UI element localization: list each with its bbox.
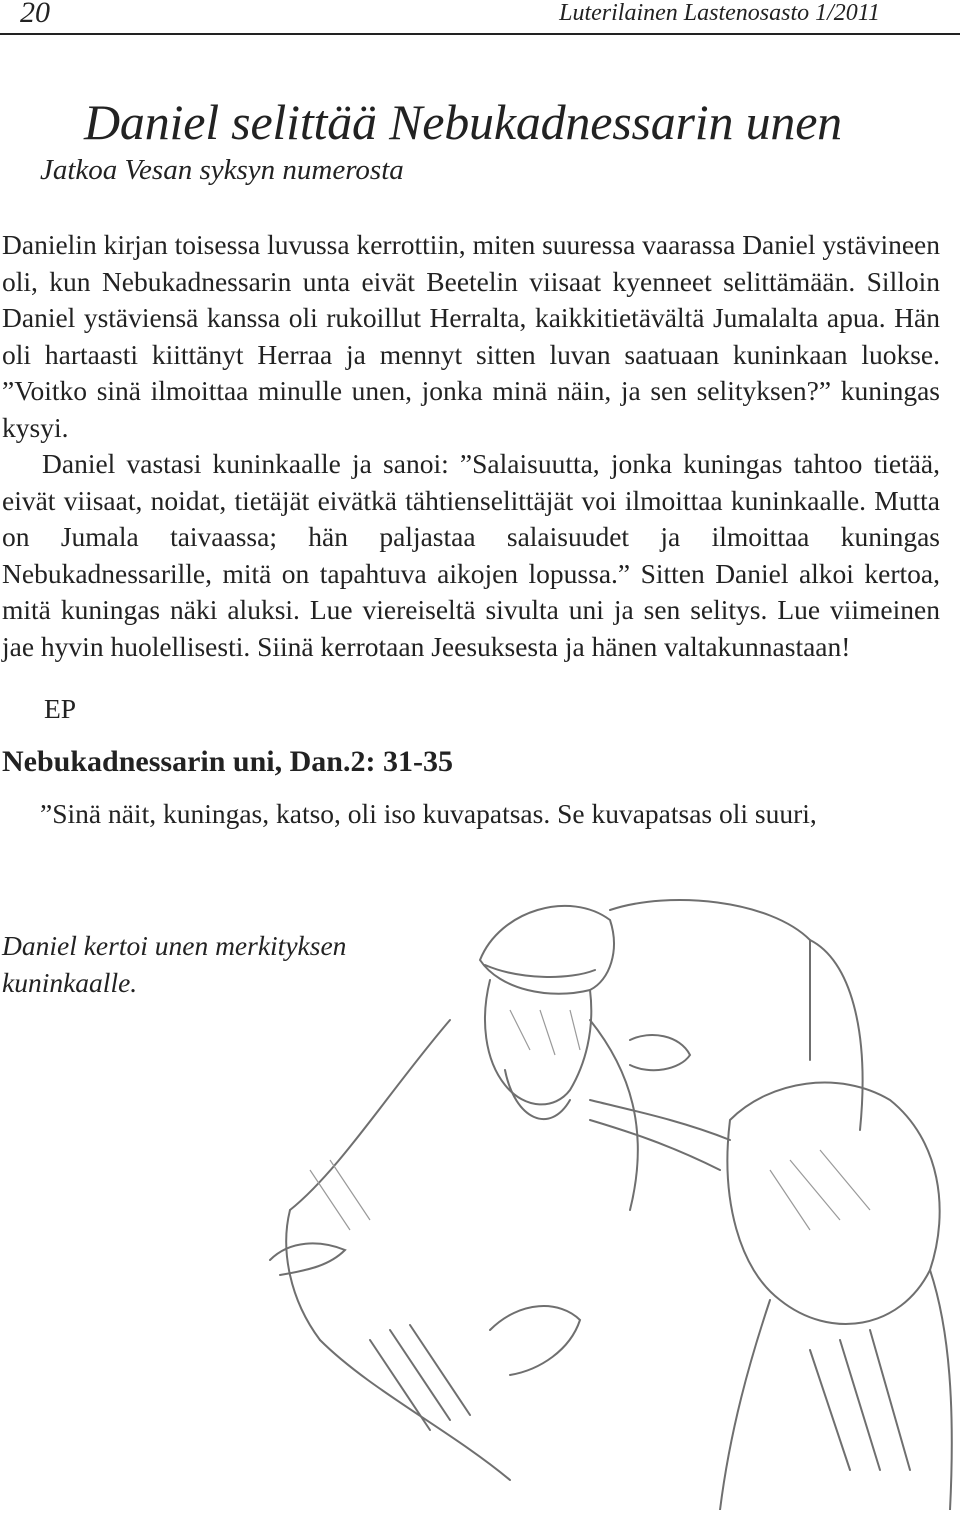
scripture-quote: ”Sinä näit, kuningas, katso, oli iso kuvapatsas. Se kuvapatsas oli suuri, bbox=[40, 798, 817, 829]
article-body bbox=[2, 227, 940, 665]
paragraph: Daniel vastasi kuninkaalle ja sanoi: ”Salaisuutta, jonka kuningas tahtoo tietää, eivät viisaat, noidat, tietäjät eivätkä tähtienselittäjät voi ilmoittaa kuninkaalle. Mutta on Jumala taivaassa; hän paljastaa salaisuudet ja ilmoittaa kuningas Nebukadnessarille, mitä on tapahtuva aikojen lopussa.” Sitten Daniel alkoi kertoa, mitä kuningas näki aluksi. Lue viereiseltä sivulta uni ja sen selitys. Lue viimeinen jae hyvin huolellisesti. Siinä kerrotaan Jeesuksesta ja hänen valtakunnastaan! bbox=[2, 448, 940, 662]
running-head: Luterilainen Lastenosasto 1/2011 bbox=[559, 0, 880, 26]
paragraph: Danielin kirjan toisessa luvussa kerrottiin, miten suuressa vaarassa Daniel ystävineen oli, kun Nebukadnessarin unta eivät Beetelin viisaat kyenneet selittämään. Silloin Daniel ystäviensä kanssa oli rukoillut Herralta, kaikkitietävältä Jumalalta apua. Hän oli hartaasti kiittänyt Herraa ja mennyt sitten luvan saatuaan kuninkaan luokse. ”Voitko sinä ilmoittaa minulle unen, jonka minä näin, ja sen selityksen?” kuningas kysyi. bbox=[2, 229, 940, 443]
author-signature: EP bbox=[44, 693, 77, 724]
pencil-illustration bbox=[250, 870, 960, 1510]
article-subtitle: Jatkoa Vesan syksyn numerosta bbox=[40, 154, 404, 186]
article-title: Daniel selittää Nebukadnessarin unen bbox=[84, 94, 842, 150]
illustration-caption: Daniel kertoi unen merkityksen kuninkaalle. bbox=[2, 930, 347, 998]
page-number: 20 bbox=[20, 0, 50, 29]
section-heading: Nebukadnessarin uni, Dan.2: 31-35 bbox=[2, 745, 453, 778]
header-rule bbox=[0, 33, 960, 35]
